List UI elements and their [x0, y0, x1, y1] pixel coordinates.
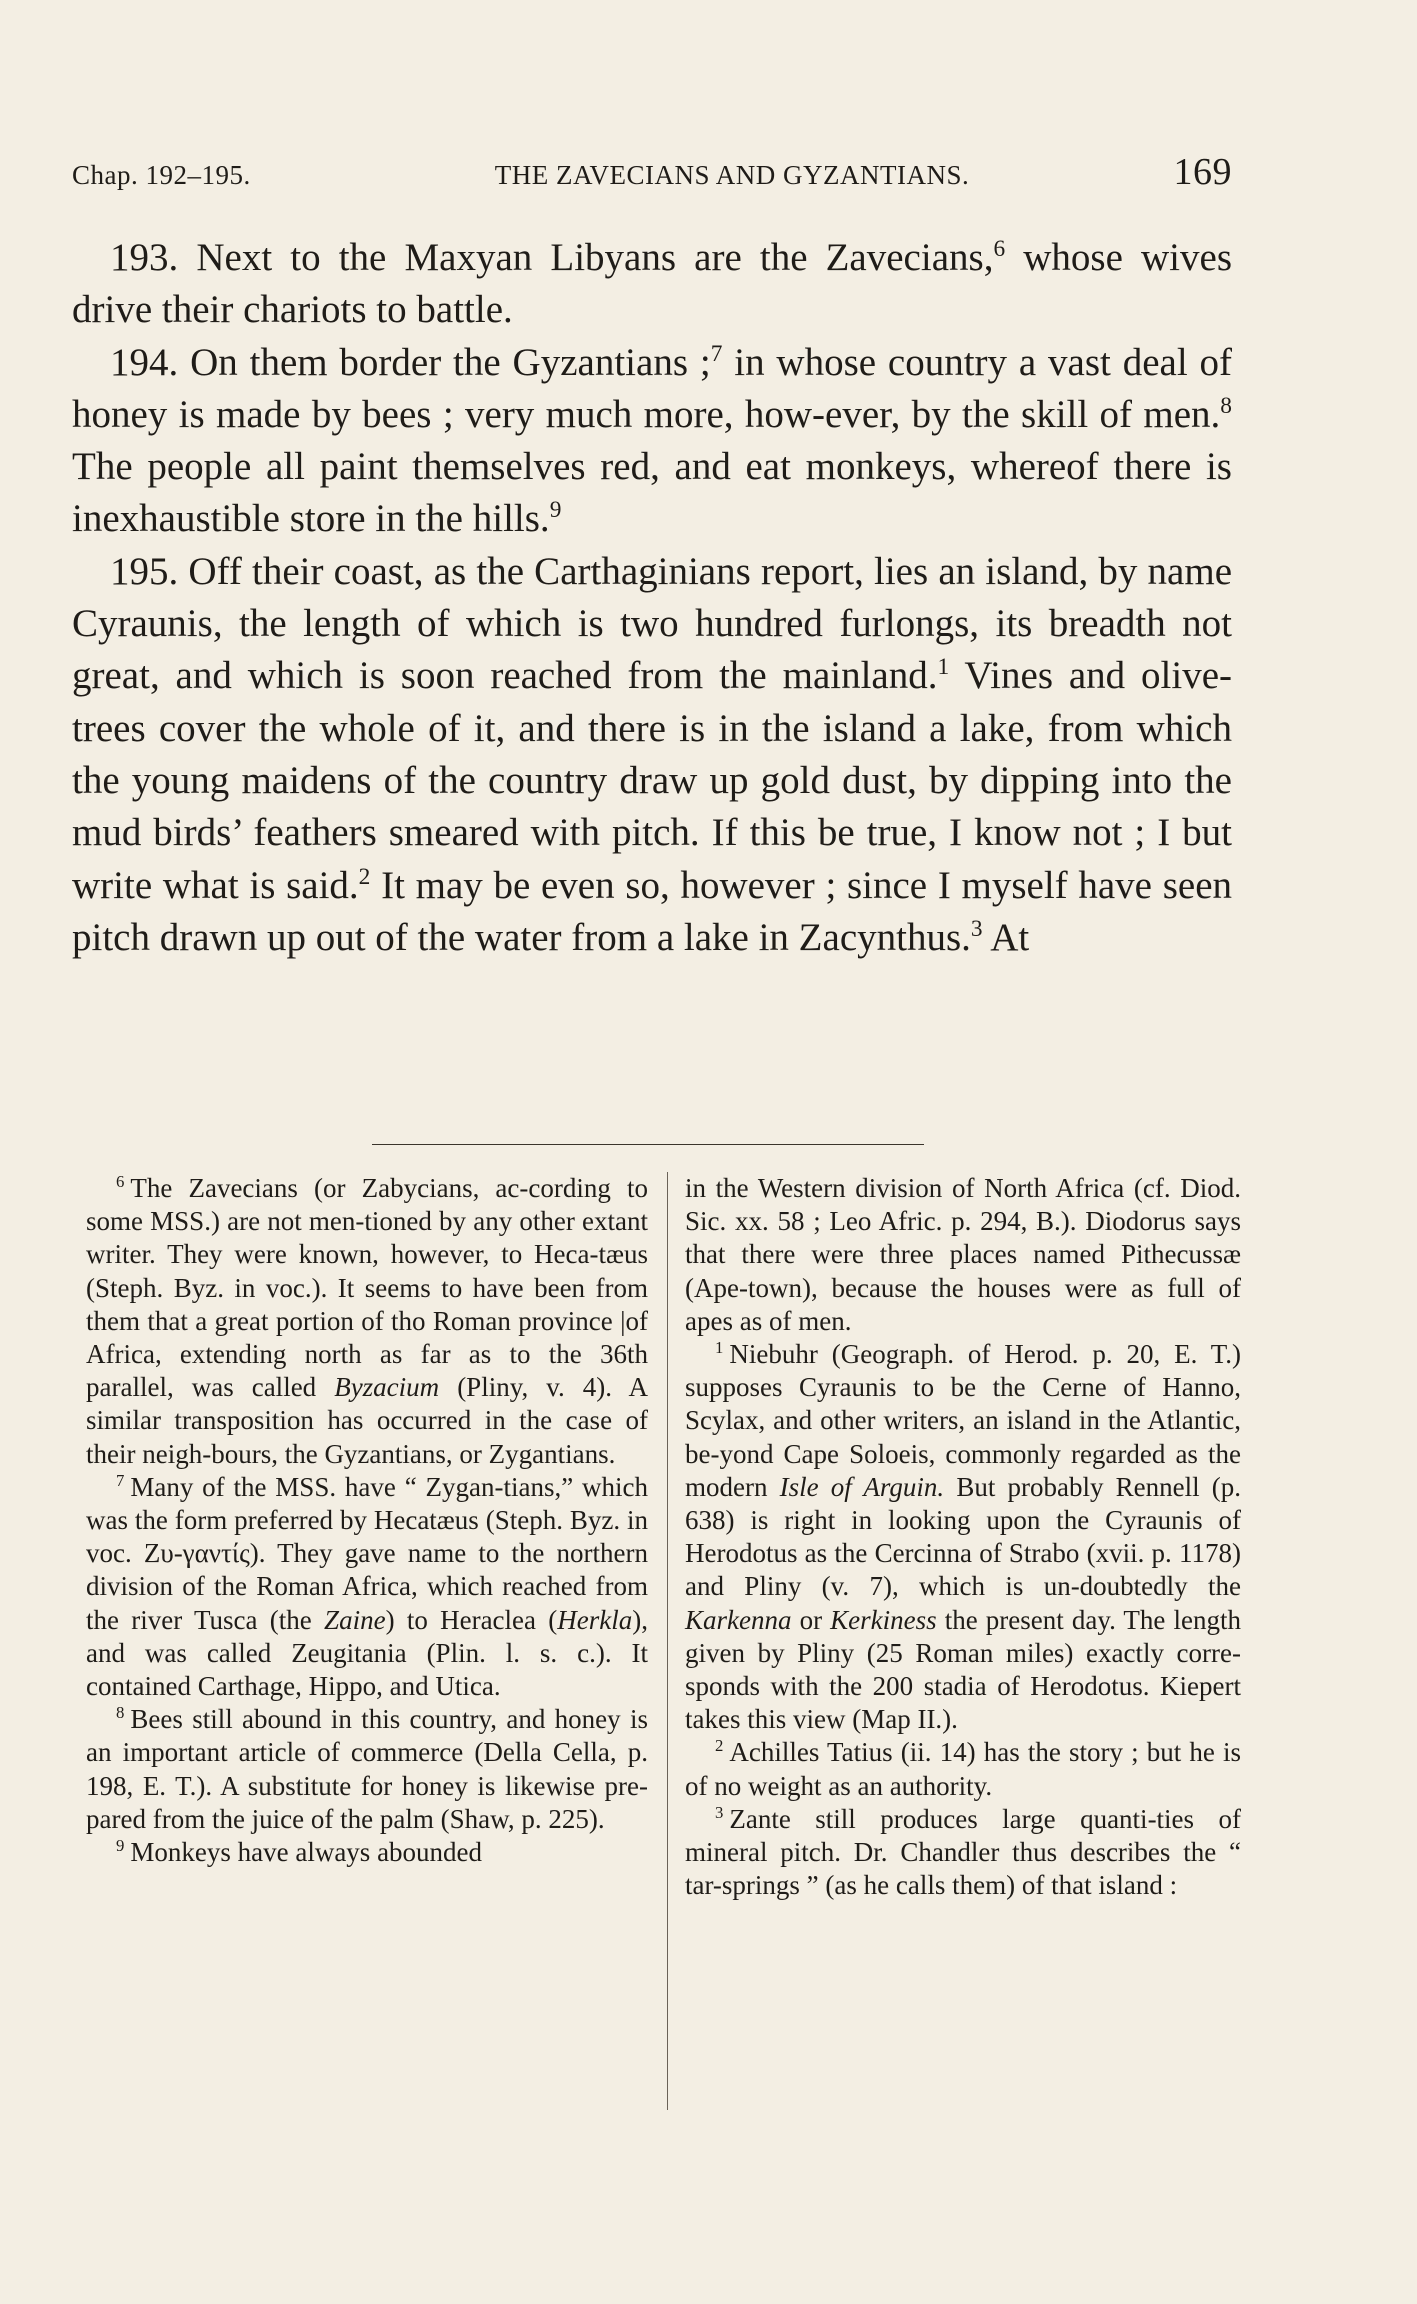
footnotes-right-column	[685, 1172, 1241, 1902]
footnote-text: Achilles Tatius (ii. 14) has the story ; but he is of no weight as an authority.	[685, 1737, 1241, 1801]
footnote-number: 6	[116, 1172, 125, 1191]
chapter-reference: Chap. 192–195.	[72, 160, 251, 190]
footnote-text: Many of the MSS. have “ Zygan-tians,” which was the form preferred by Hecatæus (Steph. Byz. in voc. Ζυ-γαντίς). They gave name to the northern division of the Roman Africa, which reached from the river Tusca (the	[86, 1471, 648, 1635]
footnote-text: ), and was called Zeugitania (Plin. l. s. c.). It contained Carthage, Hippo, and Utica.	[86, 1604, 648, 1702]
footnote-3	[685, 1803, 1241, 1903]
running-head	[72, 150, 1232, 194]
paragraph-193	[72, 232, 1232, 337]
paragraph-text: At	[982, 915, 1030, 959]
footnote-text: But probably Rennell (p. 638) is right in looking upon the Cyraunis of Herodotus as the Cercinna of Strabo (xvii. p. 1178) and Pliny (v. 7), which is un-doubtedly the	[685, 1471, 1241, 1602]
footnote-7	[86, 1471, 648, 1703]
footnotes-left-column	[86, 1172, 648, 1869]
main-text	[72, 232, 1232, 964]
paragraph-text: whose wives drive their chariots to battle.	[72, 236, 1232, 332]
footnote-ref-8: 8	[1220, 392, 1232, 419]
footnote-1	[685, 1338, 1241, 1736]
footnote-text: ) to Heraclea (	[385, 1604, 558, 1635]
footnote-text: or	[791, 1604, 831, 1635]
footnote-9-continued: in the Western division of North Africa (cf. Diod. Sic. xx. 58 ; Leo Afric. p. 294, B.). Diodorus says that there were three places named Pithecussæ (Ape-town), because the houses were as full of apes as of men.	[685, 1173, 1241, 1336]
footnote-ref-2: 2	[358, 863, 371, 890]
footnote-italic: Byzacium	[334, 1372, 440, 1403]
page-title: THE ZAVECIANS AND GYZANTIANS.	[494, 160, 970, 190]
footnote-number: 7	[116, 1470, 125, 1490]
footnote-italic: Kerkiness	[830, 1604, 937, 1635]
footnote-number: 1	[715, 1338, 724, 1358]
footnote-text: (Pliny, v. 4). A similar transposition has occurred in the case of their neigh-bours, the Gyzantians, or Zygantians.	[86, 1372, 648, 1469]
paragraph-text: in whose country a vast deal of honey is made by bees ; very much more, how-ever, by the skill of men.	[72, 340, 1233, 436]
footnote-text: Niebuhr (Geograph. of Herod. p. 20, E. T.) supposes Cyraunis to be the Cerne of Hanno, Scylax, and other writers, an island in the Atlantic, be-yond Cape Soloeis, commonly regarded as the modern	[685, 1339, 1241, 1502]
footnote-8	[86, 1703, 648, 1836]
footnote-italic: Herkla	[557, 1604, 633, 1635]
footnote-rule	[372, 1144, 924, 1145]
paragraph-text: 194. On them border the Gyzantians ;	[110, 340, 711, 384]
footnote-text: Monkeys have always abounded	[130, 1837, 483, 1868]
footnote-text: Zante still produces large quanti-ties of mineral pitch. Dr. Chandler thus describes the “ tar-springs ” (as he calls them) of that island :	[685, 1803, 1241, 1901]
column-divider	[667, 1172, 668, 2110]
paragraph-text: 195. Off their coast, as the Carthaginians report, lies an island, by name Cyraunis, the length of which is two hundred furlongs, its breadth not great, and which is soon reached from the mainland.	[72, 549, 1232, 698]
paragraph-text: 193. Next to the Maxyan Libyans are the Zavecians,	[110, 236, 994, 279]
paragraph-text: The people all paint themselves red, and eat monkeys, whereof there is inexhaustible store in the hills.	[72, 445, 1232, 541]
footnote-ref-1: 1	[937, 654, 950, 681]
paragraph-text: It may be even so, however ; since I myself have seen pitch drawn up out of the water from a lake in Zacynthus.	[72, 863, 1233, 959]
footnote-ref-9: 9	[549, 497, 562, 524]
footnote-6	[86, 1172, 648, 1471]
footnote-italic: Isle of Arguin.	[779, 1471, 945, 1502]
footnote-number: 2	[715, 1736, 724, 1756]
footnote-number: 8	[116, 1703, 125, 1723]
footnote-text: The Zavecians (or Zabycians, ac-cording to some MSS.) are not men-tioned by any other extant writer. They were known, however, to Heca-tæus (Steph. Byz. in voc.). It seems to have been from them that a great portion of tho Roman province |of Africa, extending north as far as to the 36th parallel, was called	[86, 1173, 648, 1403]
footnote-italic: Zaine	[324, 1604, 386, 1635]
paragraph-text: Vines and olive-trees cover the whole of it, and there is in the island a lake, from which the young maidens of the country draw up gold dust, by dipping into the mud birds’ feathers smeared with pitch. If this be true, I know not ; I but write what is said.	[72, 654, 1233, 907]
paragraph-195	[72, 546, 1232, 964]
footnote-text: Bees still abound in this country, and honey is an important article of commerce (Della Cella, p. 198, E. T.). A substitute for honey is likewise pre-pared from the juice of the palm (Shaw, p. 225).	[86, 1704, 648, 1834]
footnote-text: the present day. The length given by Pliny (25 Roman miles) exactly corre-sponds with the 200 stadia of Herodotus. Kiepert takes this view (Map II.).	[685, 1604, 1241, 1735]
footnote-ref-3: 3	[970, 915, 983, 942]
paragraph-194	[72, 337, 1232, 546]
footnote-ref-6: 6	[993, 236, 1006, 262]
footnote-italic: Karkenna	[685, 1604, 792, 1635]
footnote-number: 9	[116, 1836, 125, 1856]
footnote-9	[86, 1836, 648, 1869]
footnote-ref-7: 7	[710, 340, 723, 367]
footnote-number: 3	[715, 1802, 724, 1822]
page-number: 169	[1173, 151, 1232, 193]
footnote-2	[685, 1736, 1241, 1802]
